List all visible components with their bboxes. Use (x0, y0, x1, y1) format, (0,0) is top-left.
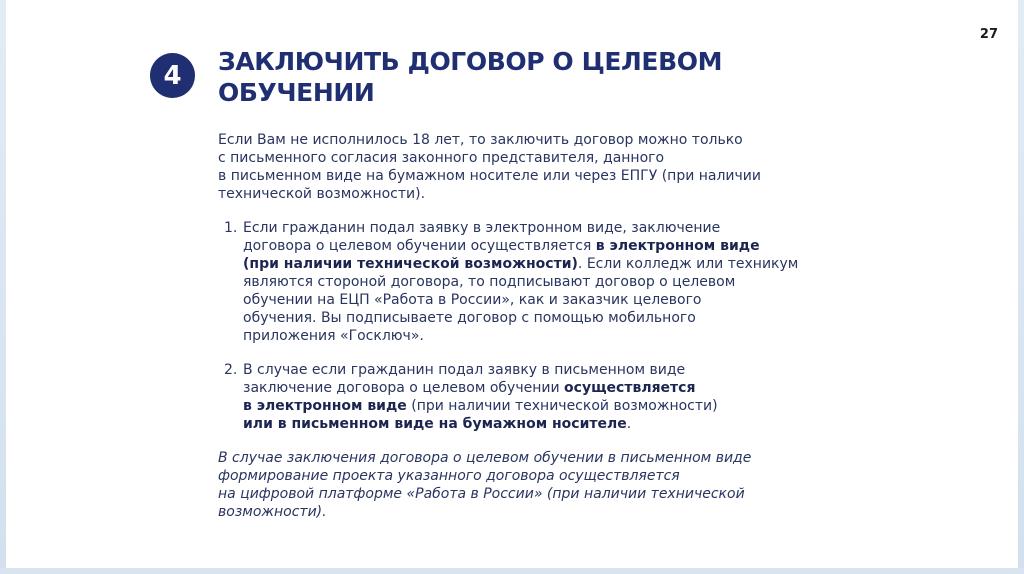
intro-line: технической возможности). (218, 186, 426, 202)
item-text: В случае если гражданин подал заявку в письменном виде (243, 362, 686, 378)
note-line: на цифровой платформе «Работа в России» (при наличии технической (218, 486, 745, 502)
title-line-2: ОБУЧЕНИИ (218, 78, 375, 107)
item-text: являются стороной договора, то подписывают договор о целевом (243, 274, 736, 290)
list-item-number: 2. (224, 362, 238, 378)
step-number-badge: 4 (150, 53, 195, 98)
steps-list (218, 219, 818, 433)
page-number: 27 (979, 27, 998, 42)
item-text: . (626, 416, 632, 432)
slide-frame-right (1018, 0, 1024, 574)
item-text: приложения «Госключ». (243, 328, 424, 344)
page-title (218, 46, 778, 108)
item-text: (при наличии технической возможности) (406, 398, 718, 414)
intro-line: с письменного согласия законного представителя, данного (218, 150, 665, 166)
slide-frame-left (0, 0, 6, 574)
intro-line: Если Вам не исполнилось 18 лет, то заключить договор можно только (218, 132, 743, 148)
list-item-1 (218, 219, 818, 345)
item-text: Если гражданин подал заявку в электронном виде, заключение (243, 220, 721, 236)
slide-frame-bottom (0, 568, 1024, 574)
item-text: договора о целевом обучении осуществляется (243, 238, 596, 254)
note-line: В случае заключения договора о целевом обучении в письменном виде (218, 450, 752, 466)
item-text: заключение договора о целевом обучении (243, 380, 565, 396)
intro-line: в письменном виде на бумажном носителе или через ЕПГУ (при наличии (218, 168, 761, 184)
list-item-2 (218, 361, 818, 433)
note-paragraph (218, 449, 818, 521)
item-text: . Если колледж или техникум (577, 256, 799, 272)
slide-content (218, 131, 818, 521)
title-line-1: ЗАКЛЮЧИТЬ ДОГОВОР О ЦЕЛЕВОМ (218, 47, 723, 76)
note-line: формирование проекта указанного договора осуществляется (218, 468, 680, 484)
item-bold-text: (при наличии технической возможности) (243, 256, 578, 272)
item-bold-text: осуществляется (564, 380, 696, 396)
item-bold-text: в электронном виде (595, 238, 760, 254)
note-line: возможности). (218, 504, 327, 520)
list-item-number: 1. (224, 220, 238, 236)
item-bold-text: или в письменном виде на бумажном носителе (243, 416, 627, 432)
intro-paragraph (218, 131, 818, 203)
item-text: обучении на ЕЦП «Работа в России», как и заказчик целевого (243, 292, 702, 308)
item-bold-text: в электронном виде (243, 398, 407, 414)
item-text: обучения. Вы подписываете договор с помощью мобильного (243, 310, 696, 326)
